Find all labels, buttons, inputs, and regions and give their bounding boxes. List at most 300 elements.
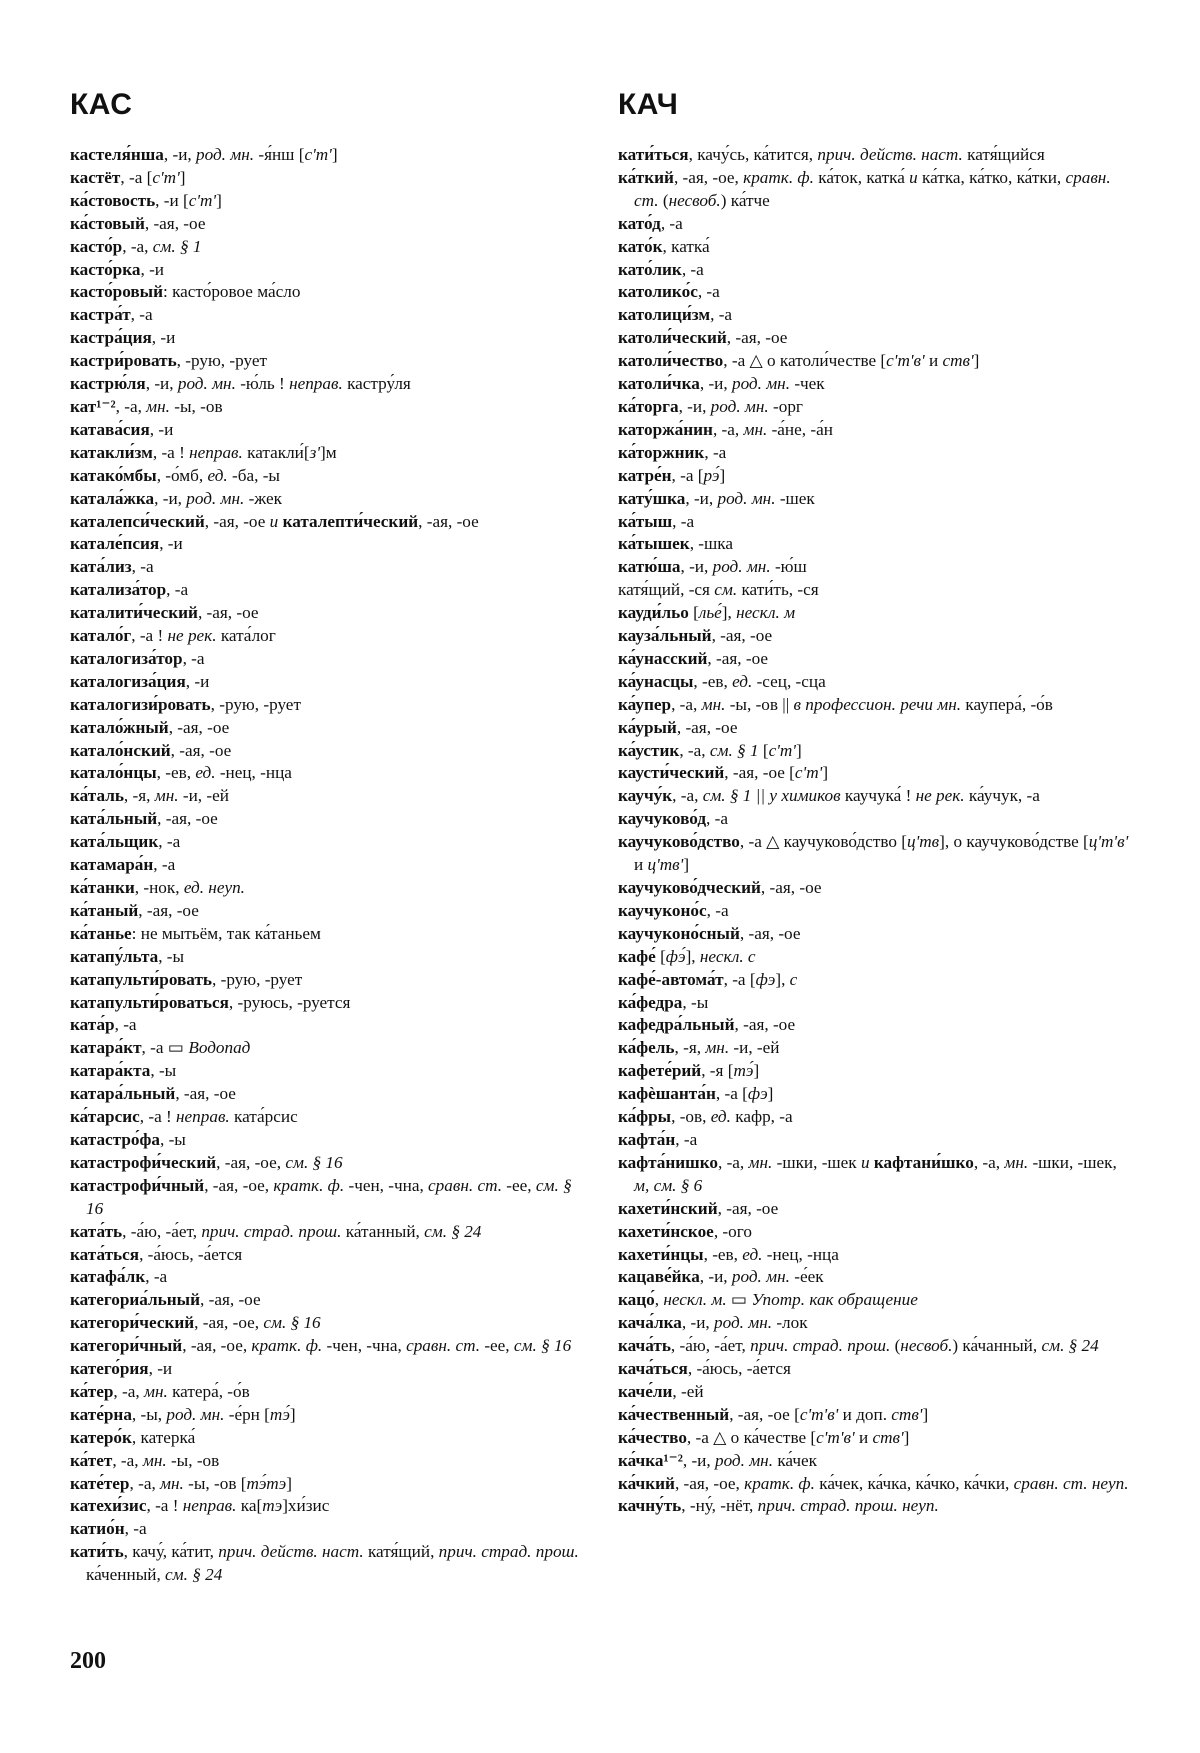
entry-text: , -а — [660, 213, 683, 233]
dictionary-entry — [618, 167, 1130, 213]
dictionary-entry — [70, 671, 590, 694]
headword: кастёт — [70, 167, 121, 187]
dictionary-entry — [618, 579, 1130, 602]
entry-text: , -а — [124, 1519, 147, 1539]
entry-text: , -ы — [159, 1129, 186, 1149]
grammar-note: род. мн. — [713, 1313, 773, 1333]
grammar-note: см. § 16 — [513, 1336, 572, 1356]
dictionary-entry — [70, 923, 590, 946]
entry-text: -шки, -шек — [772, 1152, 861, 1172]
headword: катала́жка — [70, 488, 155, 508]
grammar-note: прич. страд. прош. — [438, 1542, 579, 1562]
dictionary-entry — [70, 785, 590, 808]
headword: кацаве́йка — [618, 1267, 700, 1287]
entry-text: ]м — [320, 442, 337, 462]
dictionary-entry — [618, 304, 1130, 327]
entry-text: , -а, — [671, 694, 702, 714]
dictionary-entry — [70, 1335, 590, 1358]
headword: катио́н — [70, 1519, 125, 1539]
dictionary-entry — [618, 1129, 1130, 1152]
dictionary-entry — [70, 144, 590, 167]
entry-text: ) ка́чанный, — [952, 1336, 1042, 1356]
entry-text: , -я, — [674, 1038, 706, 1058]
headword: каусти́ческий — [618, 763, 725, 783]
grammar-note: сʹтʹ — [768, 740, 796, 760]
entry-text: ] — [289, 1404, 296, 1424]
entry-text: , -ая, -ое — [204, 511, 270, 531]
headword: ката́льный — [70, 809, 158, 829]
entry-text: и — [854, 1427, 873, 1447]
entry-text: , -а — [675, 1129, 698, 1149]
grammar-note: прич. страд. прош. — [750, 1336, 891, 1356]
entry-text: , -ая, -ое — [175, 1084, 236, 1104]
dictionary-entry — [618, 694, 1130, 717]
dictionary-entry — [70, 488, 590, 511]
entry-text: , -ая, -ое — [144, 213, 206, 233]
grammar-note: м, см. § 6 — [634, 1175, 703, 1195]
headword: ка́чественный — [618, 1404, 730, 1424]
entry-text: , -и — [185, 671, 210, 691]
grammar-note: мн. — [748, 1152, 773, 1172]
entry-text: ], — [775, 969, 790, 989]
entry-text: , -а ! — [131, 626, 168, 646]
grammar-note: тэ́ — [269, 1404, 290, 1424]
dictionary-entry — [70, 442, 590, 465]
grammar-note: ед. — [195, 763, 216, 783]
dictionary-entry — [618, 877, 1130, 900]
grammar-note: неправ. — [176, 1107, 230, 1127]
entry-text: , -а, — [712, 419, 744, 439]
grammar-note: фэ́ — [665, 946, 686, 966]
headword: категориа́льный — [70, 1290, 200, 1310]
headword: катало́нский — [70, 740, 171, 760]
dictionary-entry — [618, 1495, 1130, 1518]
dictionary-entry — [70, 740, 590, 763]
dictionary-entry — [70, 1060, 590, 1083]
entry-text: катя́щий, — [363, 1542, 439, 1562]
dictionary-entry — [70, 1450, 590, 1473]
entry-text: , -ей — [672, 1381, 704, 1401]
dictionary-entry — [70, 213, 590, 236]
entry-text: , качу́сь, ка́тится, — [688, 145, 818, 164]
entry-text: и — [924, 351, 943, 371]
grammar-note: не рек. — [915, 786, 965, 806]
dictionary-entry — [618, 556, 1130, 579]
grammar-note: см. § 16 — [86, 1175, 572, 1218]
headword: католи́ческий — [618, 328, 727, 348]
entry-text: , -а — [153, 855, 176, 875]
entry-text: , -а — [145, 1267, 168, 1287]
entry-text: , -нок, — [134, 878, 184, 897]
entry-text: , -а — [672, 511, 695, 531]
dictionary-entry — [70, 1473, 590, 1496]
entry-text: , -а — [130, 305, 153, 325]
dictionary-entry — [70, 1312, 590, 1335]
headword: ка́упер — [618, 694, 672, 714]
dictionary-entry — [70, 762, 590, 785]
entry-text: , -а ! — [146, 1496, 183, 1516]
headword: ка́тет — [70, 1450, 113, 1470]
entry-text: , -шка — [689, 534, 733, 554]
entry-text: , -ая, -ое, — [182, 1336, 252, 1356]
entry-text: , -а, — [113, 1381, 144, 1401]
dictionary-entry — [70, 900, 590, 923]
entry-text: кати́ть, -ся — [737, 580, 819, 600]
dictionary-entry — [618, 808, 1130, 831]
entry-text: , -ая, -ое — [707, 648, 769, 668]
entry-text: , -ну́, -нёт, — [681, 1496, 758, 1516]
entry-text: ] — [973, 351, 980, 371]
entry-text: , -ая, -ое — [157, 809, 218, 829]
grammar-note: ед. — [732, 671, 753, 691]
entry-text: , -а, — [129, 1473, 161, 1493]
grammar-note: см. § 1 — [152, 236, 202, 256]
dictionary-entry — [618, 511, 1130, 534]
running-head-right: КАЧ — [618, 88, 679, 121]
grammar-note: Водопад — [188, 1038, 251, 1058]
grammar-note: род. мн. — [186, 488, 245, 508]
headword: ка́таный — [70, 900, 139, 920]
entry-text: -нец, -нца — [762, 1244, 839, 1264]
entry-text: -а́не, -а́н — [767, 419, 833, 439]
entry-text: -шки, -шек, — [1028, 1152, 1117, 1172]
headword: ка́стовость — [70, 190, 156, 210]
dictionary-entry — [618, 946, 1130, 969]
entry-text: , -а — [681, 259, 704, 279]
grammar-note: и — [909, 167, 918, 187]
headword: кастрю́ля — [70, 374, 146, 394]
dictionary-entry — [618, 533, 1130, 556]
entry-text: , -ев, — [693, 671, 733, 691]
dictionary-entry — [618, 1037, 1130, 1060]
entry-text: -сец, -сца — [752, 671, 826, 691]
entry-text: , -а́ю, -а́ет, — [122, 1221, 202, 1241]
dictionary-entry — [618, 992, 1130, 1015]
headword: кати́ться — [618, 145, 689, 164]
dictionary-entry — [70, 419, 590, 442]
headword: катализа́тор — [70, 580, 167, 600]
grammar-note: ствʹ — [891, 1404, 923, 1424]
entry-text: , -а △ каучуково́дство [ — [739, 832, 907, 852]
grammar-note: тэ́тэ — [246, 1473, 287, 1493]
dictionary-entry — [70, 648, 590, 671]
grammar-note: мн. — [701, 694, 726, 714]
entry-text: -ю́ш — [770, 557, 807, 577]
dictionary-entry — [618, 236, 1130, 259]
dictionary-entry — [70, 281, 590, 304]
dictionary-entry — [70, 1175, 590, 1221]
entry-text: ▭ — [726, 1290, 752, 1310]
entry-text: -ы, -ов — [169, 396, 223, 416]
entry-text: ] — [179, 167, 186, 187]
entry-text: , -а [ — [120, 167, 153, 187]
headword: католи́чка — [618, 374, 700, 394]
left-column — [70, 144, 590, 1587]
entry-text: -чен, -чна, — [344, 1175, 429, 1195]
entry-text: , качу́, ка́тит, — [123, 1542, 219, 1562]
headword: катакли́зм — [70, 442, 153, 462]
entry-text: ка́тка, ка́тко, ка́тки, — [917, 167, 1066, 187]
entry-text: : не мытьём, так ка́таньем — [131, 923, 321, 943]
entry-text: , -ая, -ое, — [204, 1175, 274, 1195]
entry-text: катера́, -о́в — [167, 1381, 250, 1401]
entry-text: -и, -ей — [729, 1038, 780, 1058]
headword: ка́стовый — [70, 213, 145, 233]
dictionary-entry — [70, 808, 590, 831]
entry-text: ] — [286, 1473, 292, 1493]
headword: катапульти́ровать — [70, 969, 212, 989]
dictionary-entry — [70, 259, 590, 282]
dictionary-entry — [70, 602, 590, 625]
entry-text: ], о каучуково́дстве [ — [939, 832, 1089, 852]
entry-text: , -а, — [973, 1152, 1005, 1172]
entry-text: , -и, — [681, 1313, 714, 1333]
headword: каучуково́д — [618, 809, 707, 829]
grammar-note: рэ́ — [703, 465, 720, 485]
headword: катастрофи́ческий — [70, 1152, 217, 1172]
entry-text: , -о́мб, — [156, 465, 208, 485]
entry-text: , -и, — [145, 374, 178, 394]
entry-text: , -и — [151, 328, 176, 348]
headword: каучу́к — [618, 786, 673, 806]
entry-text: кастру́ля — [342, 374, 411, 394]
entry-text: ], — [721, 603, 737, 623]
dictionary-entry — [70, 1404, 590, 1427]
dictionary-entry — [70, 167, 590, 190]
headword: католико́с — [618, 282, 698, 302]
entry-text: , катерка́ — [131, 1427, 196, 1447]
entry-text: ] — [795, 740, 802, 760]
entry-text: , -ая, -ое — [168, 717, 230, 737]
headword: кафе́-автома́т — [618, 969, 724, 989]
headword: ка́устик — [618, 740, 680, 760]
headword: ка́танье — [70, 923, 132, 943]
grammar-note: род. мн. — [714, 1450, 774, 1470]
entry-text: -ба, -ы — [227, 465, 280, 485]
entry-text: каучука́ ! — [840, 786, 916, 806]
dictionary-entry — [618, 1221, 1130, 1244]
entry-text: , -а [ — [715, 1084, 748, 1104]
headword: катастрофи́чный — [70, 1175, 205, 1195]
grammar-note: сравн. ст. неуп. — [1013, 1473, 1129, 1493]
dictionary-entry — [618, 1106, 1130, 1129]
grammar-note: прич. страд. прош. — [201, 1221, 342, 1241]
entry-text: катакли́[ — [242, 442, 310, 462]
dictionary-entry — [70, 1495, 590, 1518]
headword: кастри́ровать — [70, 351, 177, 371]
headword: кахети́нцы — [618, 1244, 704, 1264]
headword: ка́тер — [70, 1381, 114, 1401]
entry-text: и — [634, 855, 648, 875]
headword: кате́рна — [70, 1404, 132, 1424]
entry-text: , -ая, -ое — [711, 626, 773, 646]
entry-text: каупера́, -о́в — [961, 694, 1053, 714]
headword: ка́чество — [618, 1427, 687, 1447]
entry-text: , -а, — [112, 1450, 143, 1470]
headword: каучуконо́с — [618, 900, 707, 920]
grammar-note: мн. — [143, 1381, 168, 1401]
headword: катара́кт — [70, 1038, 142, 1058]
dictionary-entry — [618, 1014, 1130, 1037]
headword: ка́тышек — [618, 534, 690, 554]
headword: кате́тер — [70, 1473, 130, 1493]
running-head-left: КАС — [70, 88, 133, 121]
entry-text: , -а ▭ — [141, 1038, 189, 1058]
entry-text: ка́танный, — [341, 1221, 425, 1241]
headword: категори́чный — [70, 1336, 183, 1356]
dictionary-entry — [618, 831, 1130, 877]
dictionary-entry — [70, 1083, 590, 1106]
entry-text: , -а — [131, 557, 154, 577]
headword: катако́мбы — [70, 465, 157, 485]
entry-text: ( — [890, 1336, 901, 1356]
grammar-note: мн. — [146, 396, 170, 416]
headword: катастро́фа — [70, 1129, 160, 1149]
headword: ка́танки — [70, 878, 135, 897]
headword: кастра́ция — [70, 328, 152, 348]
dictionary-entry — [70, 373, 590, 396]
grammar-note: мн. — [743, 419, 768, 439]
grammar-note: тэ — [262, 1496, 283, 1516]
entry-text: , -и, — [680, 557, 713, 577]
entry-text: ) ка́тче — [720, 190, 770, 210]
entry-text: [ — [655, 946, 666, 966]
entry-text: кафр, -а — [730, 1107, 793, 1127]
headword: кауза́льный — [618, 626, 712, 646]
entry-text: , -рую, -рует — [210, 694, 301, 714]
headword: касто́рка — [70, 259, 141, 279]
headword: каучуково́дство — [618, 832, 740, 852]
entry-text: , -и, — [685, 488, 718, 508]
entry-text: -нец, -нца — [215, 763, 292, 783]
entry-text: ]хи́зис — [282, 1496, 330, 1516]
headword: кафедра́льный — [618, 1015, 735, 1035]
dictionary-entry — [70, 854, 590, 877]
headword: ка́унасский — [618, 648, 708, 668]
dictionary-entry — [70, 579, 590, 602]
dictionary-entry — [70, 946, 590, 969]
dictionary-entry — [618, 900, 1130, 923]
entry-text: ] — [216, 190, 222, 210]
dictionary-entry — [618, 1312, 1130, 1335]
grammar-note: род. мн. — [177, 374, 236, 394]
headword: каучуконо́сный — [618, 923, 740, 943]
dictionary-entry — [618, 671, 1130, 694]
headword: ката́р — [70, 1015, 115, 1035]
dictionary-entry — [70, 511, 590, 534]
entry-text: -ы, -ов || — [725, 694, 794, 714]
entry-text: , -и — [159, 534, 183, 554]
entry-text: -орг — [768, 396, 803, 416]
headword: кастра́т — [70, 305, 131, 325]
dictionary-entry — [618, 373, 1130, 396]
headword: катеро́к — [70, 1427, 132, 1447]
dictionary-entry — [70, 625, 590, 648]
right-column — [618, 144, 1130, 1518]
entry-text: -чек — [790, 374, 825, 394]
grammar-note: род. мн. — [166, 1404, 225, 1424]
grammar-note: см. § 1 — [709, 740, 759, 760]
headword: ка́чкий — [618, 1473, 675, 1493]
entry-text: , -ая, -ое [ — [729, 1404, 800, 1424]
entry-text: , -ая, -ое — [138, 900, 199, 920]
dictionary-entry — [70, 465, 590, 488]
entry-text: , -а, — [672, 786, 703, 806]
entry-text: , -я [ — [701, 1061, 734, 1081]
entry-text: ка́ток, катка́ — [813, 167, 910, 187]
dictionary-entry — [618, 1289, 1130, 1312]
entry-text: -ее, — [502, 1175, 536, 1195]
entry-text: , -а ! — [152, 442, 190, 462]
entry-text: , -а [ — [671, 465, 704, 485]
headword: ката́ться — [70, 1244, 140, 1264]
headword: ка́тарсис — [70, 1107, 140, 1127]
grammar-note: цʹтʹвʹ — [1088, 832, 1129, 852]
headword: качну́ть — [618, 1496, 682, 1516]
entry-text: , -а — [710, 305, 733, 325]
headword: ка́ткий — [618, 167, 674, 187]
dictionary-entry — [618, 419, 1130, 442]
entry-text: , -ая, -ое, — [673, 167, 744, 187]
entry-text: -ы, -ов [ — [183, 1473, 247, 1493]
entry-text: , -и [ — [155, 190, 189, 210]
grammar-note: прич. действ. наст. — [817, 145, 963, 164]
grammar-note: не рек. — [167, 626, 217, 646]
entry-text: -лок — [772, 1313, 808, 1333]
grammar-note: тэ́ — [733, 1061, 754, 1081]
entry-text: ] — [719, 465, 726, 485]
dictionary-entry — [70, 396, 590, 419]
entry-text: -ее, — [480, 1336, 514, 1356]
headword: каталепти́ческий — [282, 511, 419, 531]
entry-text: -е́рн [ — [224, 1404, 270, 1424]
entry-text: , -ев, — [156, 763, 196, 783]
grammar-note: сʹтʹ — [152, 167, 180, 187]
entry-text: , -ев, — [703, 1244, 743, 1264]
entry-text: , -и, — [699, 374, 732, 394]
grammar-note: сʹтʹ — [188, 190, 217, 210]
entry-text: ] — [683, 855, 690, 875]
dictionary-entry — [618, 327, 1130, 350]
dictionary-entry — [70, 1518, 590, 1541]
entry-text: -жек — [244, 488, 282, 508]
headword: като́лик — [618, 259, 682, 279]
entry-text: , -ов, — [671, 1107, 711, 1127]
headword: ка́таль — [70, 786, 124, 806]
headword: катава́сия — [70, 419, 150, 439]
grammar-note: ед. — [207, 465, 228, 485]
headword: кафтани́шко — [873, 1152, 974, 1172]
dictionary-entry — [70, 556, 590, 579]
headword: катало́г — [70, 626, 132, 646]
dictionary-entry — [70, 1289, 590, 1312]
dictionary-entry — [70, 327, 590, 350]
grammar-note: род. мн. — [710, 396, 769, 416]
headword: ка́унасцы — [618, 671, 694, 691]
dictionary-entry — [618, 396, 1130, 419]
headword: кача́ться — [618, 1359, 688, 1379]
dictionary-entry — [70, 969, 590, 992]
entry-text: , -а △ о ка́честве [ — [686, 1427, 817, 1447]
entry-text: , -а — [706, 900, 729, 920]
grammar-note: род. мн. — [717, 488, 776, 508]
headword: кат¹⁻² — [70, 396, 116, 416]
dictionary-entry — [618, 1244, 1130, 1267]
entry-text: ка[ — [236, 1496, 263, 1516]
entry-text: , -и, — [699, 1267, 732, 1287]
dictionary-entry — [618, 648, 1130, 671]
entry-text: , -и, — [682, 1450, 715, 1470]
